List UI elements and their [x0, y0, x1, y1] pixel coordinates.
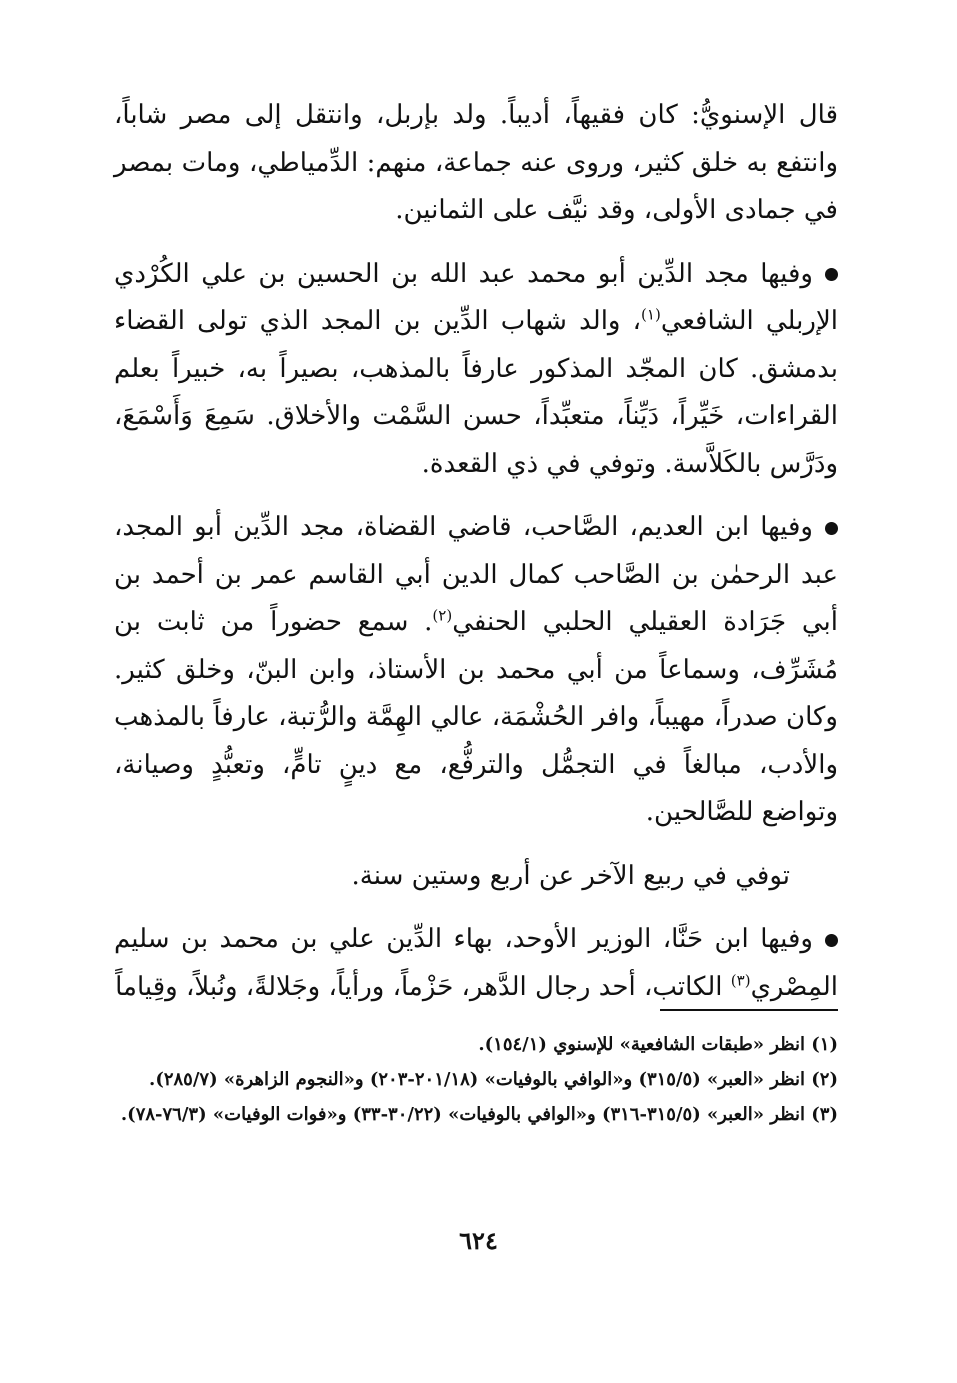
paragraph-text: توفي في ربيع الآخر عن أربع وستين سنة. — [351, 860, 790, 891]
page-number: ٦٢٤ — [459, 1226, 498, 1255]
paragraph-text: وفيها ابن حَنَّا، الوزير الأوحد، بهاء الدِّين علي بن محمد بن سليم المِصْري — [114, 924, 838, 1002]
paragraph-text: ، والد شهاب الدِّين بن المجد الذي تولى القضاء بدمشق. كان المجّد المذكور عارفاً بالمذهب، بصيراً به، خبيراً بعلم القراءات، خَيِّراً، دَيِّناً، متعبِّداً، حسن السَّمْت والأخلاق. سَمِعَ وَأَسْمَعَ، ودَرَّس بالكَلاَّسة. وتوفي في ذي القعدة. — [114, 306, 838, 479]
bullet-icon — [825, 934, 838, 947]
paragraph-ibn-al-adim — [114, 504, 838, 837]
main-text — [114, 92, 838, 1011]
footnote-3: (٣) انظر «العبر» (٣١٥/٥-٣١٦) و«الوافي بالوفيات» (٣٠/٢٢-٣٣) و«فوات الوفيات» (٧٦/٣-٧٨). — [120, 1104, 838, 1125]
paragraph-isnawi-quote — [114, 92, 838, 235]
bullet-icon — [825, 522, 838, 535]
footnote-reference[interactable]: (١) — [641, 305, 661, 324]
footnote-2: (٢) انظر «العبر» (٣١٥/٥) و«الوافي بالوفيات» (٢٠١/١٨-٢٠٣) و«النجوم الزاهرة» (٢٨٥/٧). — [149, 1069, 838, 1090]
paragraph-death-note — [114, 853, 838, 901]
paragraph-majd-al-din-kurdi — [114, 251, 838, 489]
footnote-1: (١) انظر «طبقات الشافعية» للإسنوي (١٥٤/١). — [478, 1034, 838, 1055]
footnote-separator — [660, 1009, 838, 1011]
bullet-icon — [825, 268, 838, 281]
paragraph-text: قال الإسنويُّ: كان فقيهاً، أديباً. ولد بإربل، وانتقل إلى مصر شاباً، وانتفع به خلق كثير، وروى عنه جماعة، منهم: الدِّمياطي، ومات بمصر في جمادى الأولى، وقد نيَّف على الثمانين. — [114, 100, 838, 225]
paragraph-text: وفيها ابن العديم، الصَّاحب، قاضي القضاة، مجد الدِّين أبو المجد، عبد الرحمٰن بن الصَّاحب كمال الدين أبي القاسم عمر بن أحمد بن أبي جَرَادة العقيلي الحلبي الحنفي — [114, 512, 838, 637]
paragraph-text: . سمع حضوراً من ثابت بن مُشَرِّف، وسماعاً من أبي محمد بن الأستاذ، وابن البنّ، وخلق كثير. وكان صدراً، مهيباً، وافر الحُشْمَة، عالي الهِمَّة والرُّتبة، عارفاً بالمذهب والأدب، مبالغاً في التجمُّل والترفُّع، مع دينٍ تامٍّ، وتعبُّدٍ وصيانة، وتواضع للصَّالحين. — [114, 607, 838, 827]
footnotes — [114, 1027, 838, 1132]
footnote-reference[interactable]: (٢) — [432, 606, 453, 625]
paragraph-text: الكاتب، أحد رجال الدَّهر، حَزْماً، ورأياً، وجَلالةً، ونُبلاً، وقِياماً — [115, 971, 731, 1002]
footnote-reference[interactable]: (٣) — [730, 970, 751, 989]
paragraph-ibn-hanna — [114, 916, 838, 1011]
paragraph-text: وفيها مجد الدِّين أبو محمد عبد الله بن الحسين بن علي الكُرْدي الإربلي الشافعي — [114, 258, 838, 336]
